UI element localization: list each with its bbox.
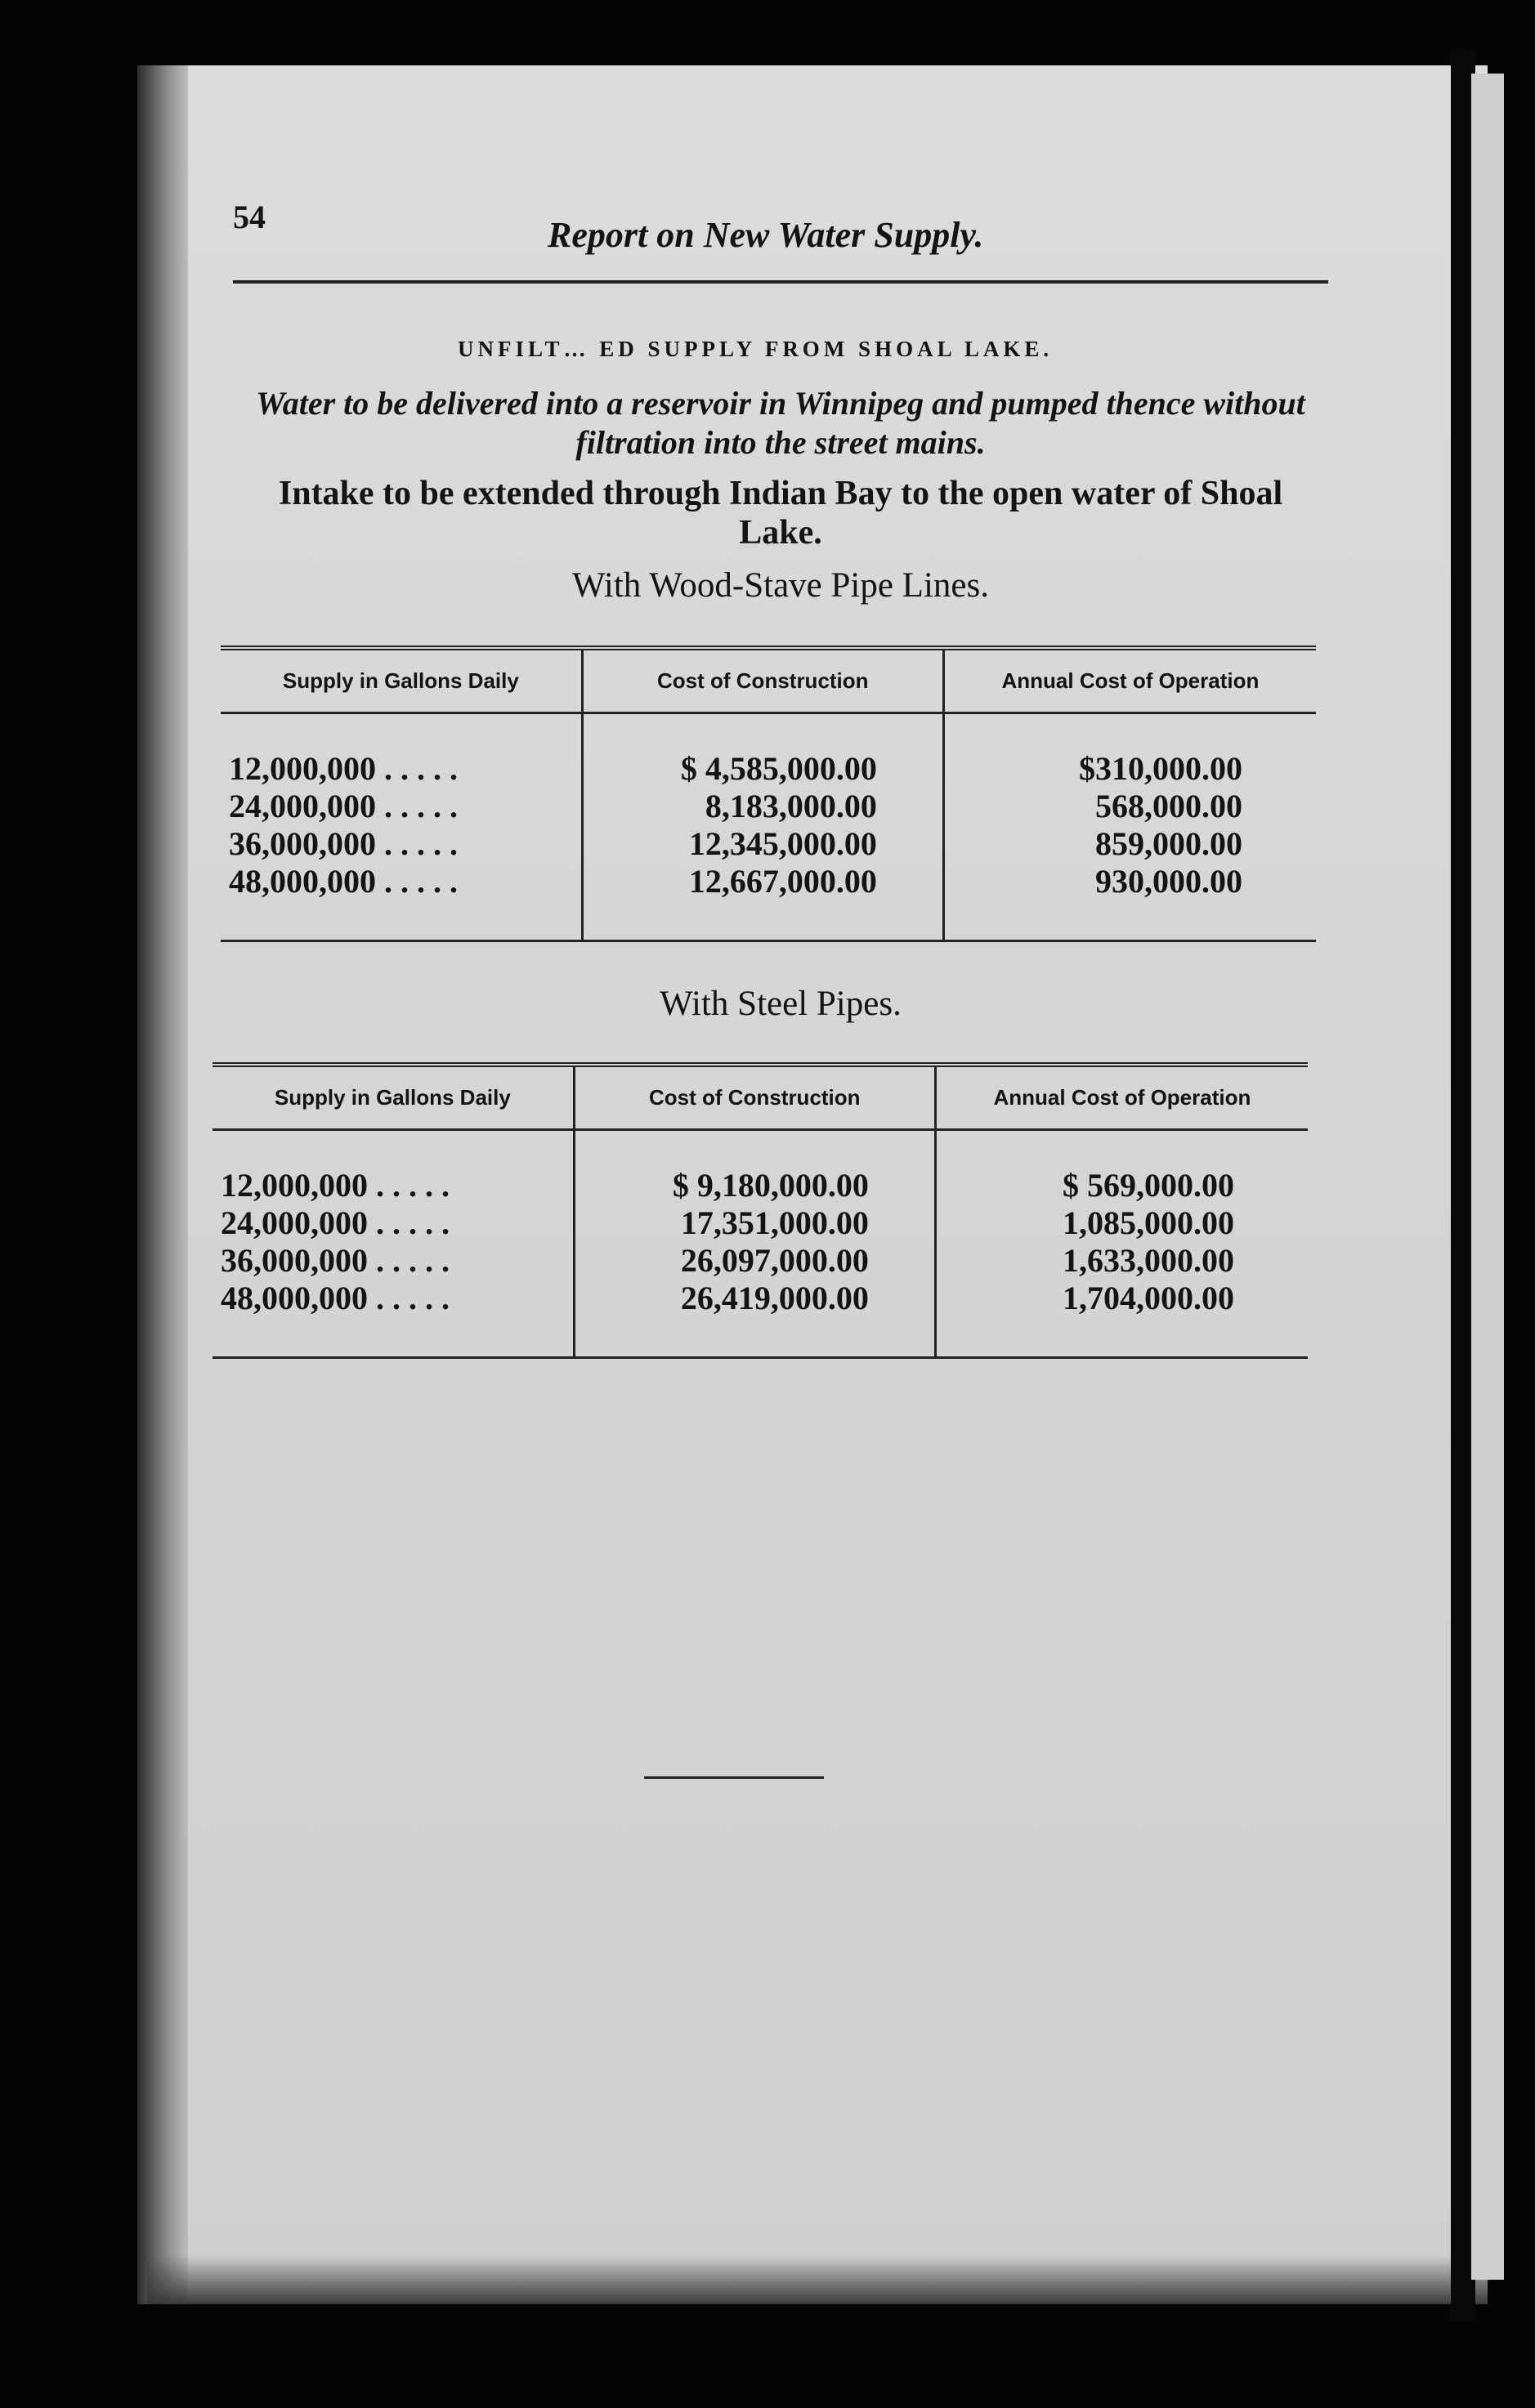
column-header-construction: Cost of Construction (582, 648, 943, 713)
steel-pipe-cost-table (213, 1062, 1308, 1359)
construction-cell: $ 9,180,000.00 (574, 1130, 935, 1205)
annual-cell: 568,000.00 (1095, 788, 1242, 824)
annual-cell: 859,000.00 (1095, 825, 1242, 862)
construction-cell: 17,351,000.00 (574, 1204, 935, 1242)
table-1-heading: With Wood-Stave Pipe Lines. (572, 566, 989, 605)
section-title: UNFILT… ED SUPPLY FROM SHOAL LAKE. (458, 337, 1054, 361)
table-row (213, 1242, 1308, 1280)
table-row (221, 788, 1316, 825)
book-spine (137, 65, 188, 2304)
supply-cell: 36,000,000 . . . . . (213, 1242, 574, 1280)
annual-cell: $ 569,000.00 (1063, 1167, 1234, 1204)
page-number: 54 (233, 199, 266, 235)
wood-stave-cost-table (221, 646, 1316, 942)
table-header-row (221, 648, 1316, 713)
supply-cell: 12,000,000 . . . . . (213, 1130, 574, 1205)
construction-cell: 26,419,000.00 (574, 1280, 935, 1358)
construction-cell: 12,667,000.00 (582, 863, 943, 941)
supply-cell: 12,000,000 . . . . . (221, 713, 582, 789)
construction-cell: $ 4,585,000.00 (582, 713, 943, 789)
supply-cell: 36,000,000 . . . . . (221, 825, 582, 863)
next-page-edge (1471, 74, 1504, 2280)
annual-cell: 1,633,000.00 (1063, 1242, 1234, 1279)
table-row (221, 825, 1316, 863)
column-header-supply: Supply in Gallons Daily (221, 648, 582, 713)
intro-paragraph: Intake to be extended through Indian Bay to the open water of Shoal Lake. (278, 475, 1283, 552)
table-row (213, 1130, 1308, 1205)
construction-cell: 26,097,000.00 (574, 1242, 935, 1280)
column-header-construction: Cost of Construction (574, 1065, 935, 1130)
annual-cell: 1,704,000.00 (935, 1280, 1308, 1358)
column-header-annual: Annual Cost of Operation (935, 1065, 1308, 1130)
annual-cell: 930,000.00 (943, 863, 1316, 941)
annual-cell: 1,085,000.00 (1063, 1204, 1234, 1241)
supply-cell: 48,000,000 . . . . . (221, 863, 582, 941)
column-header-annual: Annual Cost of Operation (943, 648, 1316, 713)
table-row (213, 1204, 1308, 1242)
table-header-row (213, 1065, 1308, 1130)
intro-italic-paragraph: Water to be delivered into a reservoir in Winnipeg and pumped thence without filtration into the street mains. (256, 385, 1305, 461)
running-head: Report on New Water Supply. (548, 215, 984, 255)
construction-cell: 12,345,000.00 (582, 825, 943, 863)
table-row (213, 1280, 1308, 1358)
construction-cell: 8,183,000.00 (582, 788, 943, 825)
header-rule (233, 280, 1328, 284)
supply-cell: 24,000,000 . . . . . (221, 788, 582, 825)
supply-cell: 24,000,000 . . . . . (213, 1204, 574, 1242)
table-row (221, 713, 1316, 789)
page-bottom-shadow (147, 2255, 1488, 2304)
table-2-heading: With Steel Pipes. (660, 985, 902, 1023)
annual-cell: $310,000.00 (1079, 750, 1242, 787)
supply-cell: 48,000,000 . . . . . (213, 1280, 574, 1358)
end-rule (644, 1776, 824, 1779)
table-row (221, 863, 1316, 941)
column-header-supply: Supply in Gallons Daily (213, 1065, 574, 1130)
